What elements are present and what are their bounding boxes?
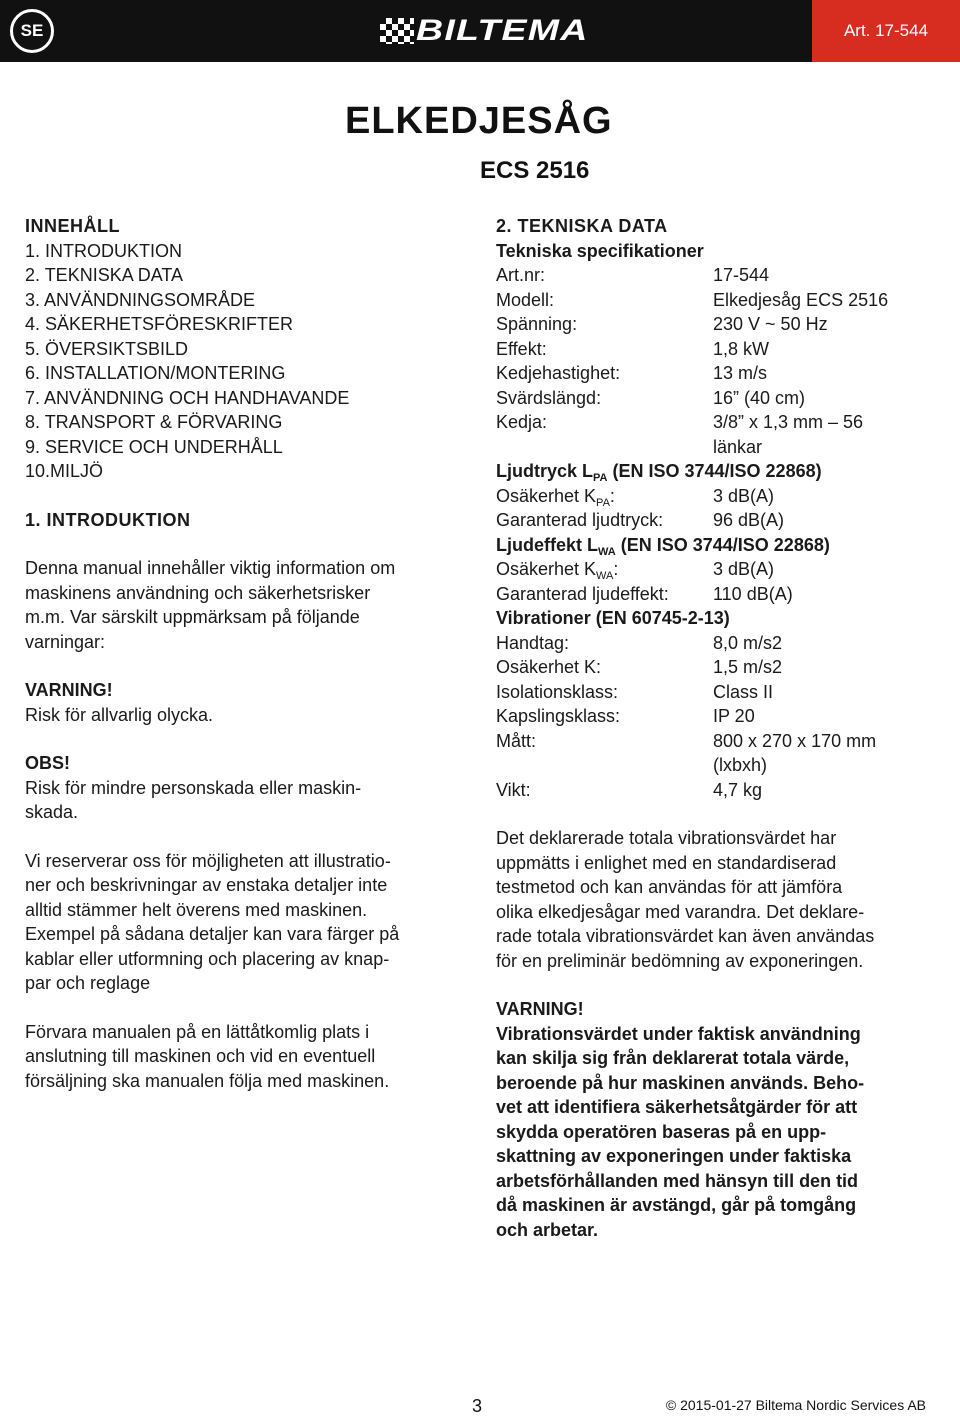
spec-value: länkar — [713, 436, 763, 457]
text-line: då maskinen är avstängd, går på tomgång — [496, 1195, 857, 1215]
spec-row — [496, 655, 946, 680]
spec-label: Osäkerhet $K_{PA}$: — [496, 485, 615, 509]
text-line: par och reglage — [25, 973, 151, 993]
text-line: rade totala vibrationsvärdet kan även användas — [496, 926, 875, 946]
spec-value: Class II — [713, 681, 774, 702]
text-line: alltid stämmer helt överens med maskinen. — [25, 899, 368, 920]
spec-row — [496, 582, 946, 607]
page-number: 3 — [472, 1396, 483, 1416]
spec-label — [496, 753, 713, 778]
contents-item: 3. ANVÄNDNINGSOMRÅDE — [25, 289, 256, 310]
text-line: maskinens användning och säkerhetsrisker — [25, 582, 371, 603]
spec-value: 230 V ~ 50 Hz — [713, 314, 828, 334]
spec-row — [496, 778, 946, 803]
contents-heading: INNEHÅLL — [25, 216, 120, 236]
text-line: uppmätts i enlighet med en standardiserad — [496, 852, 837, 873]
sound-pressure-heading: Ljudtryck $L_{PA}$ (EN ISO 3744/ISO 22868) — [496, 461, 822, 484]
spec-label: Modell: — [496, 289, 555, 310]
spec-row — [496, 753, 946, 778]
vibration-heading: Vibrationer (EN 60745-2-13) — [496, 608, 730, 628]
text-line: skydda operatören baseras på en upp- — [496, 1121, 827, 1142]
left-column — [25, 214, 465, 1093]
contents-list — [25, 239, 465, 484]
spec-value: 800 x 270 x 170 mm — [713, 730, 877, 751]
spec-row — [496, 557, 946, 582]
sound-pressure-table — [496, 484, 946, 533]
spec-row — [496, 337, 946, 362]
contents-item: 8. TRANSPORT & FÖRVARING — [25, 412, 283, 432]
declared-vibration-paragraph — [496, 826, 946, 973]
copyright-notice: © 2015-01-27 Biltema Nordic Services AB — [665, 1397, 926, 1413]
text-line: anslutning till maskinen och vid en eventuell — [25, 1046, 376, 1066]
spec-value: (lxbxh) — [713, 755, 768, 775]
spec-row — [496, 361, 946, 386]
warning-label: VARNING! — [25, 680, 113, 700]
spec-label: Spänning: — [496, 314, 578, 334]
spec-value: 17-544 — [713, 265, 770, 285]
text-line: Denna manual innehåller viktig information om — [25, 558, 396, 578]
spec-label: Garanterad ljudtryck: — [496, 510, 664, 530]
spec-row — [496, 386, 946, 411]
spec-row — [496, 729, 946, 754]
spec-row — [496, 435, 946, 460]
spec-row — [496, 484, 946, 509]
spec-value: 3 dB(A) — [713, 559, 775, 579]
text-line: för en preliminär bedömning av exponeringen. — [496, 950, 864, 971]
spec-row — [496, 263, 946, 288]
spec-row — [496, 680, 946, 705]
spec-row — [496, 288, 946, 313]
header-bar — [0, 0, 960, 62]
brand-name: BILTEMA — [416, 14, 589, 47]
biltema-logo — [380, 14, 589, 47]
spec-label: Vikt: — [496, 779, 531, 800]
obs-label: OBS! — [25, 753, 70, 773]
storage-paragraph — [25, 1020, 465, 1094]
sound-power-table — [496, 557, 946, 606]
warning-text: Risk för allvarlig olycka. — [25, 704, 214, 725]
reservation-paragraph — [25, 849, 465, 996]
spec-row — [496, 508, 946, 533]
spec-label — [496, 435, 713, 460]
document-title: ELKEDJESÅG — [345, 100, 613, 142]
spec-value: 1,8 kW — [713, 338, 770, 359]
spec-value: 4,7 kg — [713, 779, 763, 800]
spec-value: Elkedjesåg ECS 2516 — [713, 289, 889, 310]
text-line: skada. — [25, 802, 79, 822]
language-badge: SE — [10, 9, 54, 53]
tech-subheading: Tekniska specifikationer — [496, 240, 704, 261]
text-line: olika elkedjesågar med varandra. Det deklare- — [496, 901, 865, 922]
sound-power-heading: Ljudeffekt $L_{WA}$ (EN ISO 3744/ISO 22868) — [496, 534, 830, 558]
tech-heading: 2. TEKNISKA DATA — [496, 216, 668, 236]
text-line: ner och beskrivningar av enstaka detaljer inte — [25, 875, 388, 895]
spec-label: Kedjehastighet: — [496, 363, 621, 383]
contents-item: 6. INSTALLATION/MONTERING — [25, 363, 286, 383]
spec-label: Effekt: — [496, 338, 547, 359]
text-line: kablar eller utformning och placering av knap- — [25, 948, 390, 969]
text-line: m.m. Var särskilt uppmärksam på följande — [25, 607, 360, 627]
intro-heading: 1. INTRODUKTION — [25, 509, 191, 530]
spec-value: 3/8” x 1,3 mm – 56 — [713, 412, 864, 432]
spec-label: Art.nr: — [496, 265, 546, 285]
spec-value: 13 m/s — [713, 363, 768, 383]
spec-row — [496, 410, 946, 435]
spec-row — [496, 312, 946, 337]
spec-value: 96 dB(A) — [713, 510, 785, 530]
text-line: Vibrationsvärdet under faktisk användning — [496, 1023, 861, 1044]
contents-item: 7. ANVÄNDNING OCH HANDHAVANDE — [25, 387, 350, 408]
contents-item: 1. INTRODUKTION — [25, 240, 183, 261]
text-line: Risk för mindre personskada eller maskin- — [25, 777, 362, 798]
contents-item: 9. SERVICE OCH UNDERHÅLL — [25, 436, 283, 457]
spec-value: 110 dB(A) — [713, 583, 793, 604]
text-line: beroende på hur maskinen används. Beho- — [496, 1072, 865, 1093]
model-subtitle: ECS 2516 — [480, 157, 590, 184]
text-line: och arbetar. — [496, 1219, 599, 1240]
right-column — [496, 214, 946, 1242]
spec-row — [496, 704, 946, 729]
text-line: Exempel på sådana detaljer kan vara färger på — [25, 924, 400, 944]
spec-value: 8,0 m/s2 — [713, 632, 783, 653]
spec-row — [496, 631, 946, 656]
spec-label: Isolationsklass: — [496, 681, 619, 702]
text-line: Förvara manualen på en lättåtkomlig plats i — [25, 1021, 370, 1042]
spec-label: Svärdslängd: — [496, 387, 602, 408]
contents-item: 4. SÄKERHETSFÖRESKRIFTER — [25, 314, 294, 334]
vibration-table — [496, 631, 946, 803]
spec-label: Osäkerhet $K_{WA}$: — [496, 559, 619, 582]
spec-label: Kedja: — [496, 412, 548, 432]
spec-label: Garanterad ljudeffekt: — [496, 583, 669, 604]
spec-table — [496, 263, 946, 459]
text-line: Det deklarerade totala vibrationsvärdet har — [496, 828, 837, 848]
text-line: varningar: — [25, 631, 106, 652]
vibration-warning-label: VARNING! — [496, 999, 584, 1019]
spec-value: 3 dB(A) — [713, 485, 775, 506]
contents-item: 2. TEKNISKA DATA — [25, 265, 184, 285]
text-line: testmetod och kan användas för att jämföra — [496, 877, 843, 897]
spec-value: 1,5 m/s2 — [713, 657, 783, 677]
spec-label: Kapslingsklass: — [496, 706, 621, 726]
checkered-flag-icon — [380, 18, 414, 44]
spec-label: Mått: — [496, 730, 537, 751]
spec-label: Handtag: — [496, 632, 570, 653]
obs-text — [25, 776, 465, 825]
vibration-warning-text — [496, 1022, 946, 1243]
text-line: arbetsförhållanden med hänsyn till den tid — [496, 1170, 859, 1191]
contents-item: 5. ÖVERSIKTSBILD — [25, 338, 189, 359]
article-number: Art. 17-544 — [812, 0, 960, 62]
text-line: skattning av exponeringen under faktiska — [496, 1146, 852, 1166]
text-line: Vi reserverar oss för möjligheten att illustratio- — [25, 850, 391, 871]
intro-paragraph — [25, 556, 465, 654]
spec-value: 16” (40 cm) — [713, 387, 806, 408]
text-line: vet att identifiera säkerhetsåtgärder för att — [496, 1097, 858, 1117]
spec-label: Osäkerhet K: — [496, 657, 602, 677]
spec-value: IP 20 — [713, 706, 755, 726]
text-line: försäljning ska manualen följa med maskinen. — [25, 1070, 390, 1091]
text-line: kan skilja sig från deklarerat totala värde, — [496, 1048, 850, 1068]
contents-item: 10.MILJÖ — [25, 461, 104, 481]
